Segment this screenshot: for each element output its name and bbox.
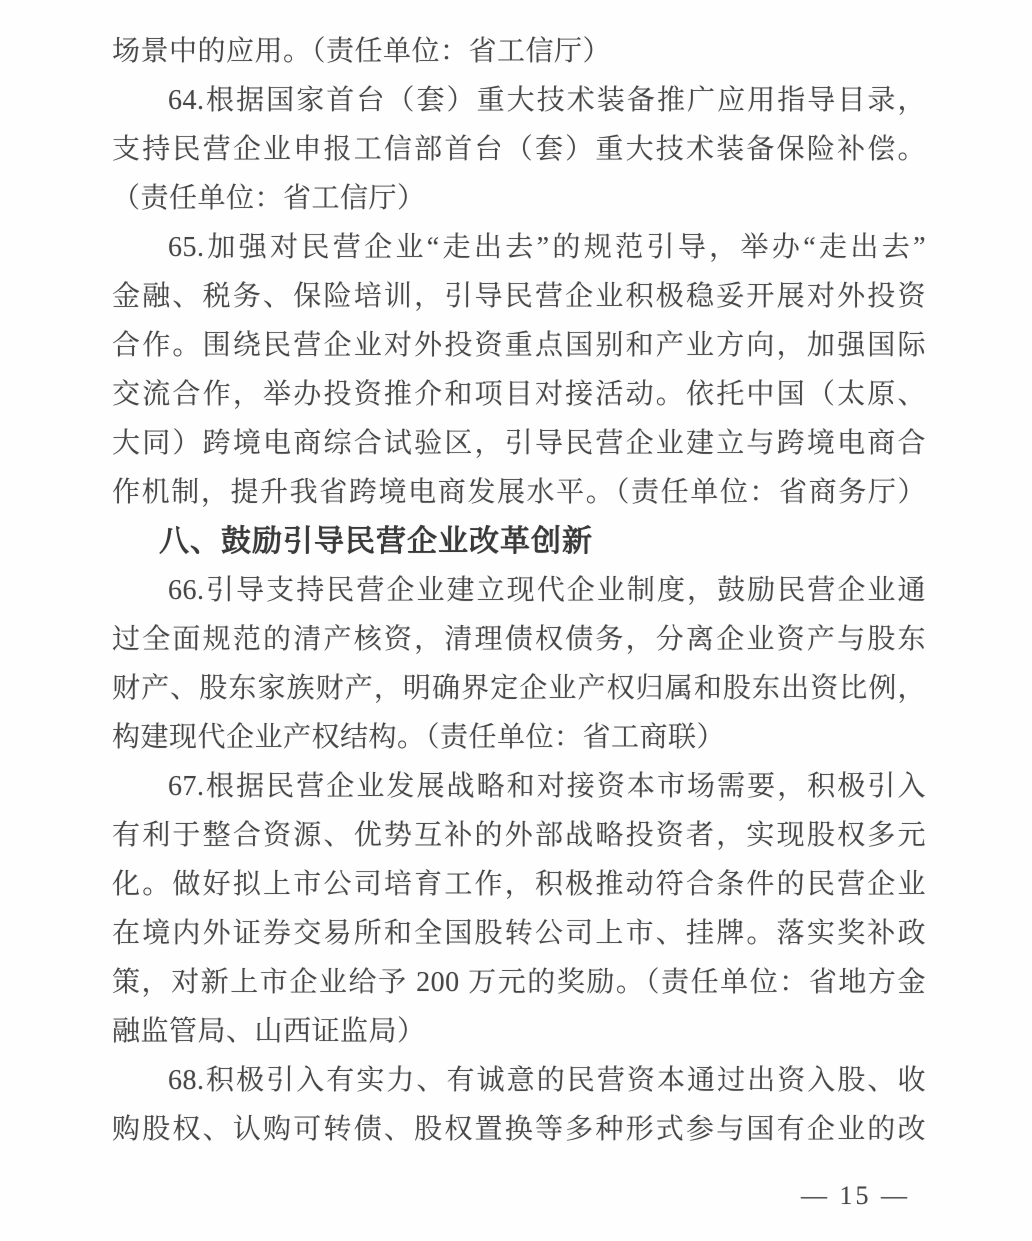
text-line: 构建现代企业产权结构。（责任单位：省工商联）	[112, 722, 726, 753]
text-line: （责任单位：省工信厅）	[112, 183, 426, 214]
text-line: 融监管局、山西证监局）	[112, 1016, 426, 1047]
text-line: 64.根据国家首台（套）重大技术装备推广应用指导目录，	[168, 85, 926, 116]
text-line: 作机制，提升我省跨境电商发展水平。（责任单位：省商务厅）	[112, 477, 926, 508]
text-line: 在境内外证券交易所和全国股转公司上市、挂牌。落实奖补政	[112, 918, 926, 949]
text-line: 化。做好拟上市公司培育工作，积极推动符合条件的民营企业	[112, 869, 926, 900]
text-line: 有利于整合资源、优势互补的外部战略投资者，实现股权多元	[112, 820, 926, 851]
text-line: 购股权、认购可转债、股权置换等多种形式参与国有企业的改	[112, 1114, 926, 1145]
document-body	[112, 27, 926, 1154]
text-line: 68.积极引入有实力、有诚意的民营资本通过出资入股、收	[168, 1065, 926, 1096]
text-line: 金融、税务、保险培训，引导民营企业积极稳妥开展对外投资	[112, 281, 926, 312]
text-line: 合作。围绕民营企业对外投资重点国别和产业方向，加强国际	[112, 330, 926, 361]
text-line: 交流合作，举办投资推介和项目对接活动。依托中国（太原、	[112, 379, 926, 410]
text-line: 67.根据民营企业发展战略和对接资本市场需要，积极引入	[168, 771, 926, 802]
text-line: 65.加强对民营企业“走出去”的规范引导，举办“走出去”	[168, 232, 926, 263]
page-number: — 15 —	[801, 1181, 910, 1210]
section-heading: 八、鼓励引导民营企业改革创新	[159, 525, 593, 558]
text-line: 66.引导支持民营企业建立现代企业制度，鼓励民营企业通	[168, 575, 926, 606]
text-line: 场景中的应用。（责任单位：省工信厅）	[112, 36, 612, 67]
text-line: 财产、股东家族财产，明确界定企业产权归属和股东出资比例，	[112, 673, 926, 704]
text-line: 策，对新上市企业给予 200 万元的奖励。（责任单位：省地方金	[112, 967, 926, 998]
text-line: 大同）跨境电商综合试验区，引导民营企业建立与跨境电商合	[112, 428, 926, 459]
text-line: 支持民营企业申报工信部首台（套）重大技术装备保险补偿。	[112, 134, 926, 165]
text-line: 过全面规范的清产核资，清理债权债务，分离企业资产与股东	[112, 624, 926, 655]
